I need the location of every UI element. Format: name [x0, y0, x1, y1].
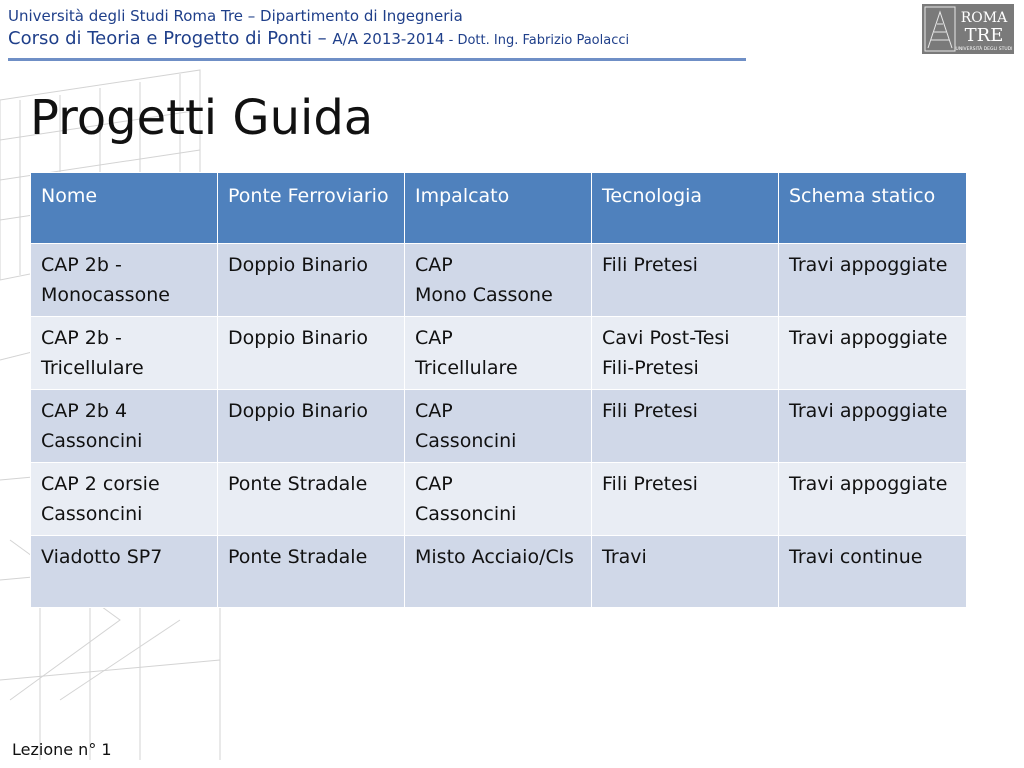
table-cell: CAP 2 corsie Cassoncini [31, 463, 218, 536]
table-cell: CAP 2b - Tricellulare [31, 317, 218, 390]
table-row [31, 463, 967, 536]
header-cell-tecnologia: Tecnologia [592, 173, 779, 244]
slide-header [8, 6, 748, 54]
table-row [31, 390, 967, 463]
table-cell: Ponte Stradale [218, 463, 405, 536]
university-name: Università degli Studi Roma Tre – Dipartimento di Ingegneria [8, 7, 463, 25]
table-cell: Travi appoggiate [779, 317, 967, 390]
table-cell: Travi appoggiate [779, 463, 967, 536]
table-cell: CAP Cassoncini [405, 390, 592, 463]
header-cell-impalcato: Impalcato [405, 173, 592, 244]
header-divider [8, 58, 746, 61]
table-cell: Travi continue [779, 536, 967, 608]
course-name: Corso di Teoria e Progetto di Ponti – [8, 28, 333, 49]
table-header-row [31, 173, 967, 244]
logo-text-university: UNIVERSITÀ DEGLI STUDI [955, 47, 1013, 52]
professor-name: - Dott. Ing. Fabrizio Paolacci [444, 33, 630, 48]
lesson-number: Lezione n° 1 [12, 740, 112, 759]
projects-table [30, 172, 967, 608]
table-row [31, 317, 967, 390]
table-cell: Doppio Binario [218, 390, 405, 463]
table-cell: Travi [592, 536, 779, 608]
table-cell: CAP Cassoncini [405, 463, 592, 536]
table-cell: Fili Pretesi [592, 463, 779, 536]
table-row [31, 244, 967, 317]
table-cell: Doppio Binario [218, 317, 405, 390]
table-cell: CAP Mono Cassone [405, 244, 592, 317]
roma-tre-logo [922, 4, 1014, 54]
table-cell: Travi appoggiate [779, 244, 967, 317]
table-cell: Cavi Post-Tesi Fili-Pretesi [592, 317, 779, 390]
academic-year: A/A 2013-2014 [332, 30, 445, 48]
table-cell: Fili Pretesi [592, 244, 779, 317]
table-cell: CAP 2b 4 Cassoncini [31, 390, 218, 463]
table-row [31, 536, 967, 608]
table-cell: Travi appoggiate [779, 390, 967, 463]
header-cell-schema-statico: Schema statico [779, 173, 967, 244]
logo-text-roma: ROMA [960, 10, 1008, 26]
table-cell: Ponte Stradale [218, 536, 405, 608]
table-cell: Fili Pretesi [592, 390, 779, 463]
course-line [8, 26, 748, 54]
header-cell-nome: Nome [31, 173, 218, 244]
table-cell: Viadotto SP7 [31, 536, 218, 608]
table-cell: Misto Acciaio/Cls [405, 536, 592, 608]
header-cell-ponte: Ponte Ferroviario [218, 173, 405, 244]
table-cell: Doppio Binario [218, 244, 405, 317]
table-cell: CAP Tricellulare [405, 317, 592, 390]
logo-text-tre: TRE [964, 25, 1004, 46]
slide-title: Progetti Guida [30, 90, 374, 146]
table-cell: CAP 2b - Monocassone [31, 244, 218, 317]
